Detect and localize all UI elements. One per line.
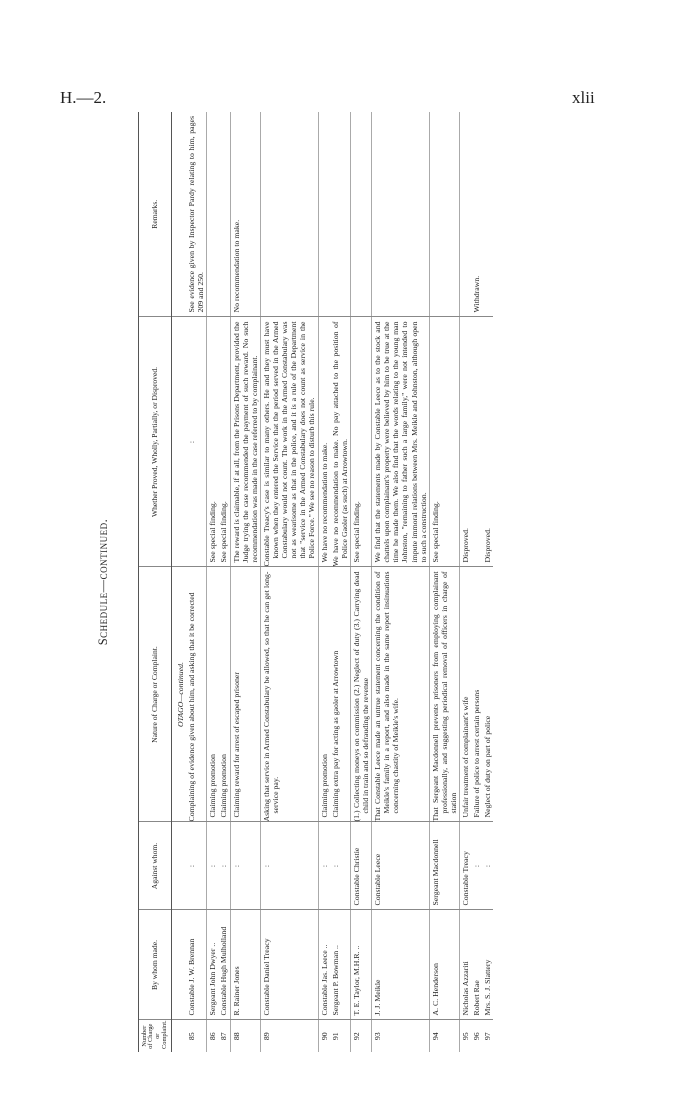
cell-by-whom: Sergeant P. Bowman ..	[330, 910, 351, 1020]
cell-proved: Disproved.	[482, 317, 493, 567]
cell-proved: See special finding.	[218, 317, 230, 567]
cell-by-whom: Mrs. S. J. Slattery	[482, 910, 493, 1020]
cell-nature: Unfair treatment of complainant's wife	[460, 567, 472, 822]
cell-by-whom: R. Rainer Jones	[230, 910, 260, 1020]
cell-by-whom: Robert Rae	[471, 910, 482, 1020]
cell-number: 96	[472, 1032, 482, 1041]
cell-against: :	[471, 822, 482, 910]
col-header-proved: Whether Proved, Wholly, Partially, or Disproved.	[139, 317, 172, 567]
cell-against: Constable Christie	[350, 822, 371, 910]
cell-by-whom: Sergeant John Dwyer ..	[207, 910, 219, 1020]
cell-by-whom: A. C. Henderson	[429, 910, 459, 1020]
cell-remarks	[350, 112, 371, 317]
cell-number: 87	[219, 1032, 229, 1041]
page-number: xlii	[572, 88, 595, 107]
col-header-against: Against whom.	[139, 822, 172, 910]
cell-proved: See special finding.	[429, 317, 459, 567]
table-row	[460, 112, 472, 1052]
cell-by-whom: Constable J. W. Brennan	[186, 910, 207, 1020]
cell-nature: That Constable Leece made an untrue statement concerning the condition of Meikle's family in a report, and also made in the same report insinuations concerning chastity of Meikle's wife.	[372, 567, 430, 822]
col-header-nature: Nature of Charge or Complaint.	[139, 567, 172, 822]
cell-proved: See special finding.	[350, 317, 371, 567]
cell-proved: We find that the statements made by Constable Leece as to the stock and chattels upon complainant's property were believed by him to be true at the time he made them. We also find that the words relating to the young man Johnston, "remaining to father such a large family," were not intended to impute immoral relations between Mrs. Meikle and Johnston, although open to such a construction.	[372, 317, 430, 567]
cell-nature: Asking that service in Armed Constabulary be allowed, so that he can get long-service pay.	[260, 567, 318, 822]
table-row	[207, 112, 219, 1052]
cell-proved: We have no recommendation to make. No pay attached to the position of Police Gaoler (as such) at Arrowtown.	[330, 317, 351, 567]
cell-by-whom: Constable Daniel Treacy	[260, 910, 318, 1020]
cell-against: :	[207, 822, 219, 910]
cell-number: 97	[483, 1032, 493, 1041]
cell-by-whom: Nicholas Azzariti	[460, 910, 472, 1020]
cell-remarks	[460, 112, 472, 317]
region-label: OTAGO—continued.	[172, 567, 187, 822]
cell-against: :	[482, 822, 493, 910]
cell-number: 85	[187, 1032, 197, 1041]
cell-proved: We have no recommendation to make.	[318, 317, 330, 567]
cell-remarks	[260, 112, 318, 317]
cell-remarks	[218, 112, 230, 317]
schedule-table	[138, 112, 493, 1052]
table-row	[471, 112, 482, 1052]
cell-nature: That Sergeant Macdonnell prevents prisoners from employing complainant professionally, and suggesting periodical removal of officers in charge of station	[429, 567, 459, 822]
cell-proved	[471, 317, 482, 567]
cell-number: 95	[460, 1020, 472, 1052]
cell-number: 90	[318, 1020, 330, 1052]
col-header-remarks: Remarks.	[139, 112, 172, 317]
cell-by-whom: T. E. Taylor, M.H.R. ..	[350, 910, 371, 1020]
col-header-by-whom: By whom made.	[139, 910, 172, 1020]
cell-against: :	[318, 822, 330, 910]
cell-remarks	[330, 112, 351, 317]
table-row	[186, 112, 207, 1052]
cell-by-whom: J. J. Meikle	[372, 910, 430, 1020]
cell-by-whom: Constable Hugh Mulholland	[218, 910, 230, 1020]
page-reference: H.—2.	[60, 88, 107, 107]
table-row	[350, 112, 371, 1052]
cell-number: 93	[372, 1020, 430, 1052]
cell-against: :	[186, 822, 207, 910]
cell-nature: Complaining of evidence given about him, and asking that it be corrected	[186, 567, 207, 822]
cell-number: 92	[350, 1020, 371, 1052]
cell-against: :	[230, 822, 260, 910]
cell-nature: Claiming extra pay for acting as gaoler at Arrowtown	[330, 567, 351, 822]
cell-against: Constable Leece	[372, 822, 430, 910]
cell-number: 88	[230, 1020, 260, 1052]
table-row	[230, 112, 260, 1052]
table-row	[260, 112, 318, 1052]
cell-nature: Claiming promotion	[218, 567, 230, 822]
schedule-rotated-page	[96, 112, 606, 1052]
cell-proved: Disproved.	[460, 317, 472, 567]
cell-remarks	[318, 112, 330, 317]
cell-proved: See special finding.	[207, 317, 219, 567]
table-row	[429, 112, 459, 1052]
cell-against: :	[330, 822, 351, 910]
cell-number: 89	[260, 1020, 318, 1052]
cell-by-whom: Constable Jas. Leece ..	[318, 910, 330, 1020]
cell-remarks	[207, 112, 219, 317]
region-row	[172, 112, 187, 1052]
cell-number: 86	[207, 1020, 219, 1052]
table-row	[330, 112, 351, 1052]
table-header-row	[139, 112, 172, 1052]
cell-nature: Neglect of duty on part of police	[482, 567, 493, 822]
cell-proved: :	[186, 317, 207, 567]
cell-remarks	[429, 112, 459, 317]
cell-remarks: No recommendation to make.	[230, 112, 260, 317]
cell-against: Constable Treacy	[460, 822, 472, 910]
cell-number: 91	[330, 1032, 340, 1041]
col-header-number: Number of Charge or Complaint.	[139, 1020, 172, 1052]
schedule-title: Schedule—continued.	[96, 518, 110, 646]
cell-remarks	[482, 112, 493, 317]
table-row	[218, 112, 230, 1052]
cell-nature: Claiming reward for arrest of escaped prisoner	[230, 567, 260, 822]
cell-nature: Failure of police to arrest certain persons	[471, 567, 482, 822]
cell-against: Sergeant Macdonnell	[429, 822, 459, 910]
cell-remarks	[372, 112, 430, 317]
cell-nature: Claiming promotion	[207, 567, 219, 822]
cell-proved: Constable Treacy's case is similar to many others. He and they must have known when they entered the Service that the period served in the Armed Constabulary would not count. The work in the Armed Constabulary was not as wearisome as that in the police, and it is a rule of the Department that "service in the Armed Constabulary does not count as service in the Police Force." We see no reason to disturb this rule.	[260, 317, 318, 567]
cell-against: :	[218, 822, 230, 910]
cell-remarks: Withdrawn.	[471, 112, 482, 317]
table-row	[482, 112, 493, 1052]
table-row	[318, 112, 330, 1052]
table-row	[372, 112, 430, 1052]
cell-nature: (1.) Collecting moneys on commission (2.) Neglect of duty (3.) Carrying dead child in train and so defrauding the revenue	[350, 567, 371, 822]
cell-nature: Claiming promotion	[318, 567, 330, 822]
cell-remarks: See evidence given by Inspector Pardy relating to him, pages 209 and 250.	[186, 112, 207, 317]
cell-number: 94	[429, 1020, 459, 1052]
cell-against: :	[260, 822, 318, 910]
cell-proved: The reward is claimable, if at all, from the Prisons Department, provided the Judge trying the case recommended the payment of such reward. No such recommendation was made in the case referred to by complainant.	[230, 317, 260, 567]
